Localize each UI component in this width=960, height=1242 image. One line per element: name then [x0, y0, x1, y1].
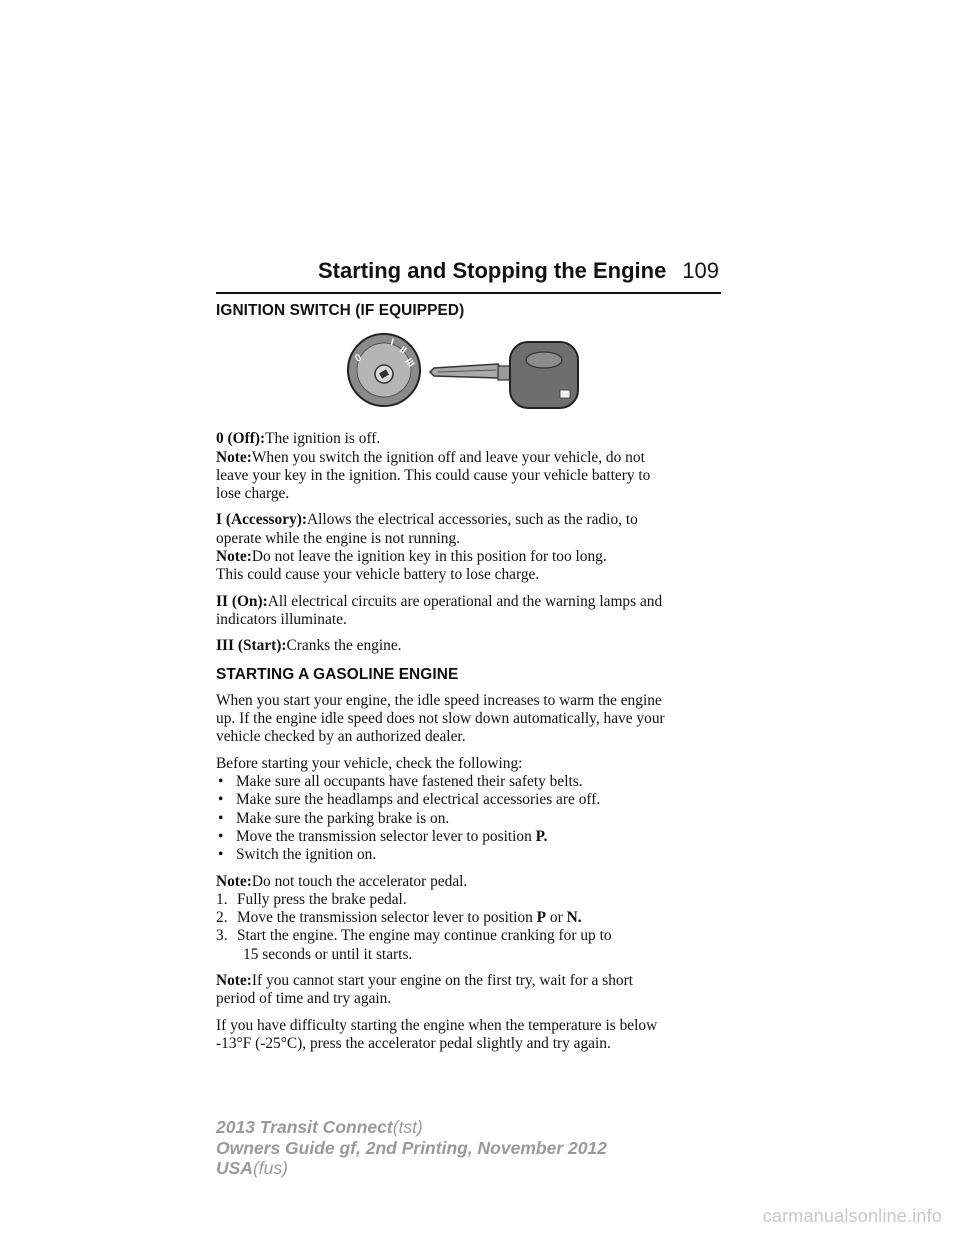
page-header — [216, 254, 721, 294]
step-item: 3. Start the engine. The engine may continue cranking for up to 15 seconds or until it starts. — [216, 927, 612, 963]
dial-mark-III: III — [402, 356, 417, 370]
step-item: 1. Fully press the brake pedal. — [216, 890, 407, 908]
ignition-off: 0 (Off):The ignition is off. — [216, 430, 381, 448]
footer-region: USA(fus) — [216, 1158, 288, 1178]
list-item: • Make sure the parking brake is on. — [218, 809, 450, 827]
starting-heading: STARTING A GASOLINE ENGINE — [216, 665, 459, 683]
ignition-heading: IGNITION SWITCH (IF EQUIPPED) — [216, 302, 465, 319]
page-number: 109 — [682, 258, 719, 283]
ignition-key-illustration — [346, 330, 586, 422]
list-item: • Switch the ignition on. — [218, 846, 377, 864]
before-starting: Before starting your vehicle, check the following: — [216, 754, 523, 772]
list-item: • Move the transmission selector lever to position P. — [218, 827, 548, 845]
dial-mark-II: II — [397, 344, 409, 357]
section-title: Starting and Stopping the Engine — [318, 258, 667, 283]
page-content — [216, 302, 726, 1053]
ignition-accessory-note: Note:Do not leave the ignition key in this position for too long. This could cause your vehicle battery to lose charge. — [216, 548, 607, 584]
page-footer — [216, 1117, 607, 1179]
list-item: • Make sure all occupants have fastened their safety belts. — [218, 773, 583, 791]
footer-guide: Owners Guide gf, 2nd Printing, November 2012 — [216, 1137, 607, 1158]
list-item: • Make sure the headlamps and electrical accessories are off. — [218, 791, 601, 809]
ignition-off-note: Note:When you switch the ignition off and leave your vehicle, do not leave your key in the ignition. This could cause your vehicle battery to lose charge. — [216, 448, 651, 503]
accelerator-note: Note:Do not touch the accelerator pedal. — [216, 872, 468, 890]
step-item: 2. Move the transmission selector lever to position P or N. — [216, 909, 582, 927]
brand-logo-icon — [526, 352, 562, 368]
dial-mark-0: 0 — [353, 352, 364, 366]
first-try-note: Note:If you cannot start your engine on the first try, wait for a short period of time and try again. — [216, 972, 634, 1008]
footer-model: 2013 Transit Connect(tst) — [216, 1117, 423, 1137]
ignition-start: III (Start):Cranks the engine. — [216, 637, 402, 655]
ignition-accessory: I (Accessory):Allows the electrical accessories, such as the radio, to operate while the engine is not running. — [216, 511, 638, 547]
dial-mark-I: I — [389, 337, 395, 349]
checklist — [216, 773, 726, 864]
starting-steps — [216, 891, 726, 964]
ignition-figure — [216, 320, 721, 430]
cold-start-tip: If you have difficulty starting the engine when the temperature is below -13°F (-25°C), press the accelerator pedal slightly and try again. — [216, 1016, 658, 1052]
watermark: carmanualsonline.info — [762, 1206, 942, 1226]
ignition-on: II (On):All electrical circuits are operational and the warning lamps and indicators illuminate. — [216, 592, 663, 628]
starting-intro: When you start your engine, the idle speed increases to warm the engine up. If the engine idle speed does not slow down automatically, have your vehicle checked by an authorized dealer. — [216, 691, 665, 746]
